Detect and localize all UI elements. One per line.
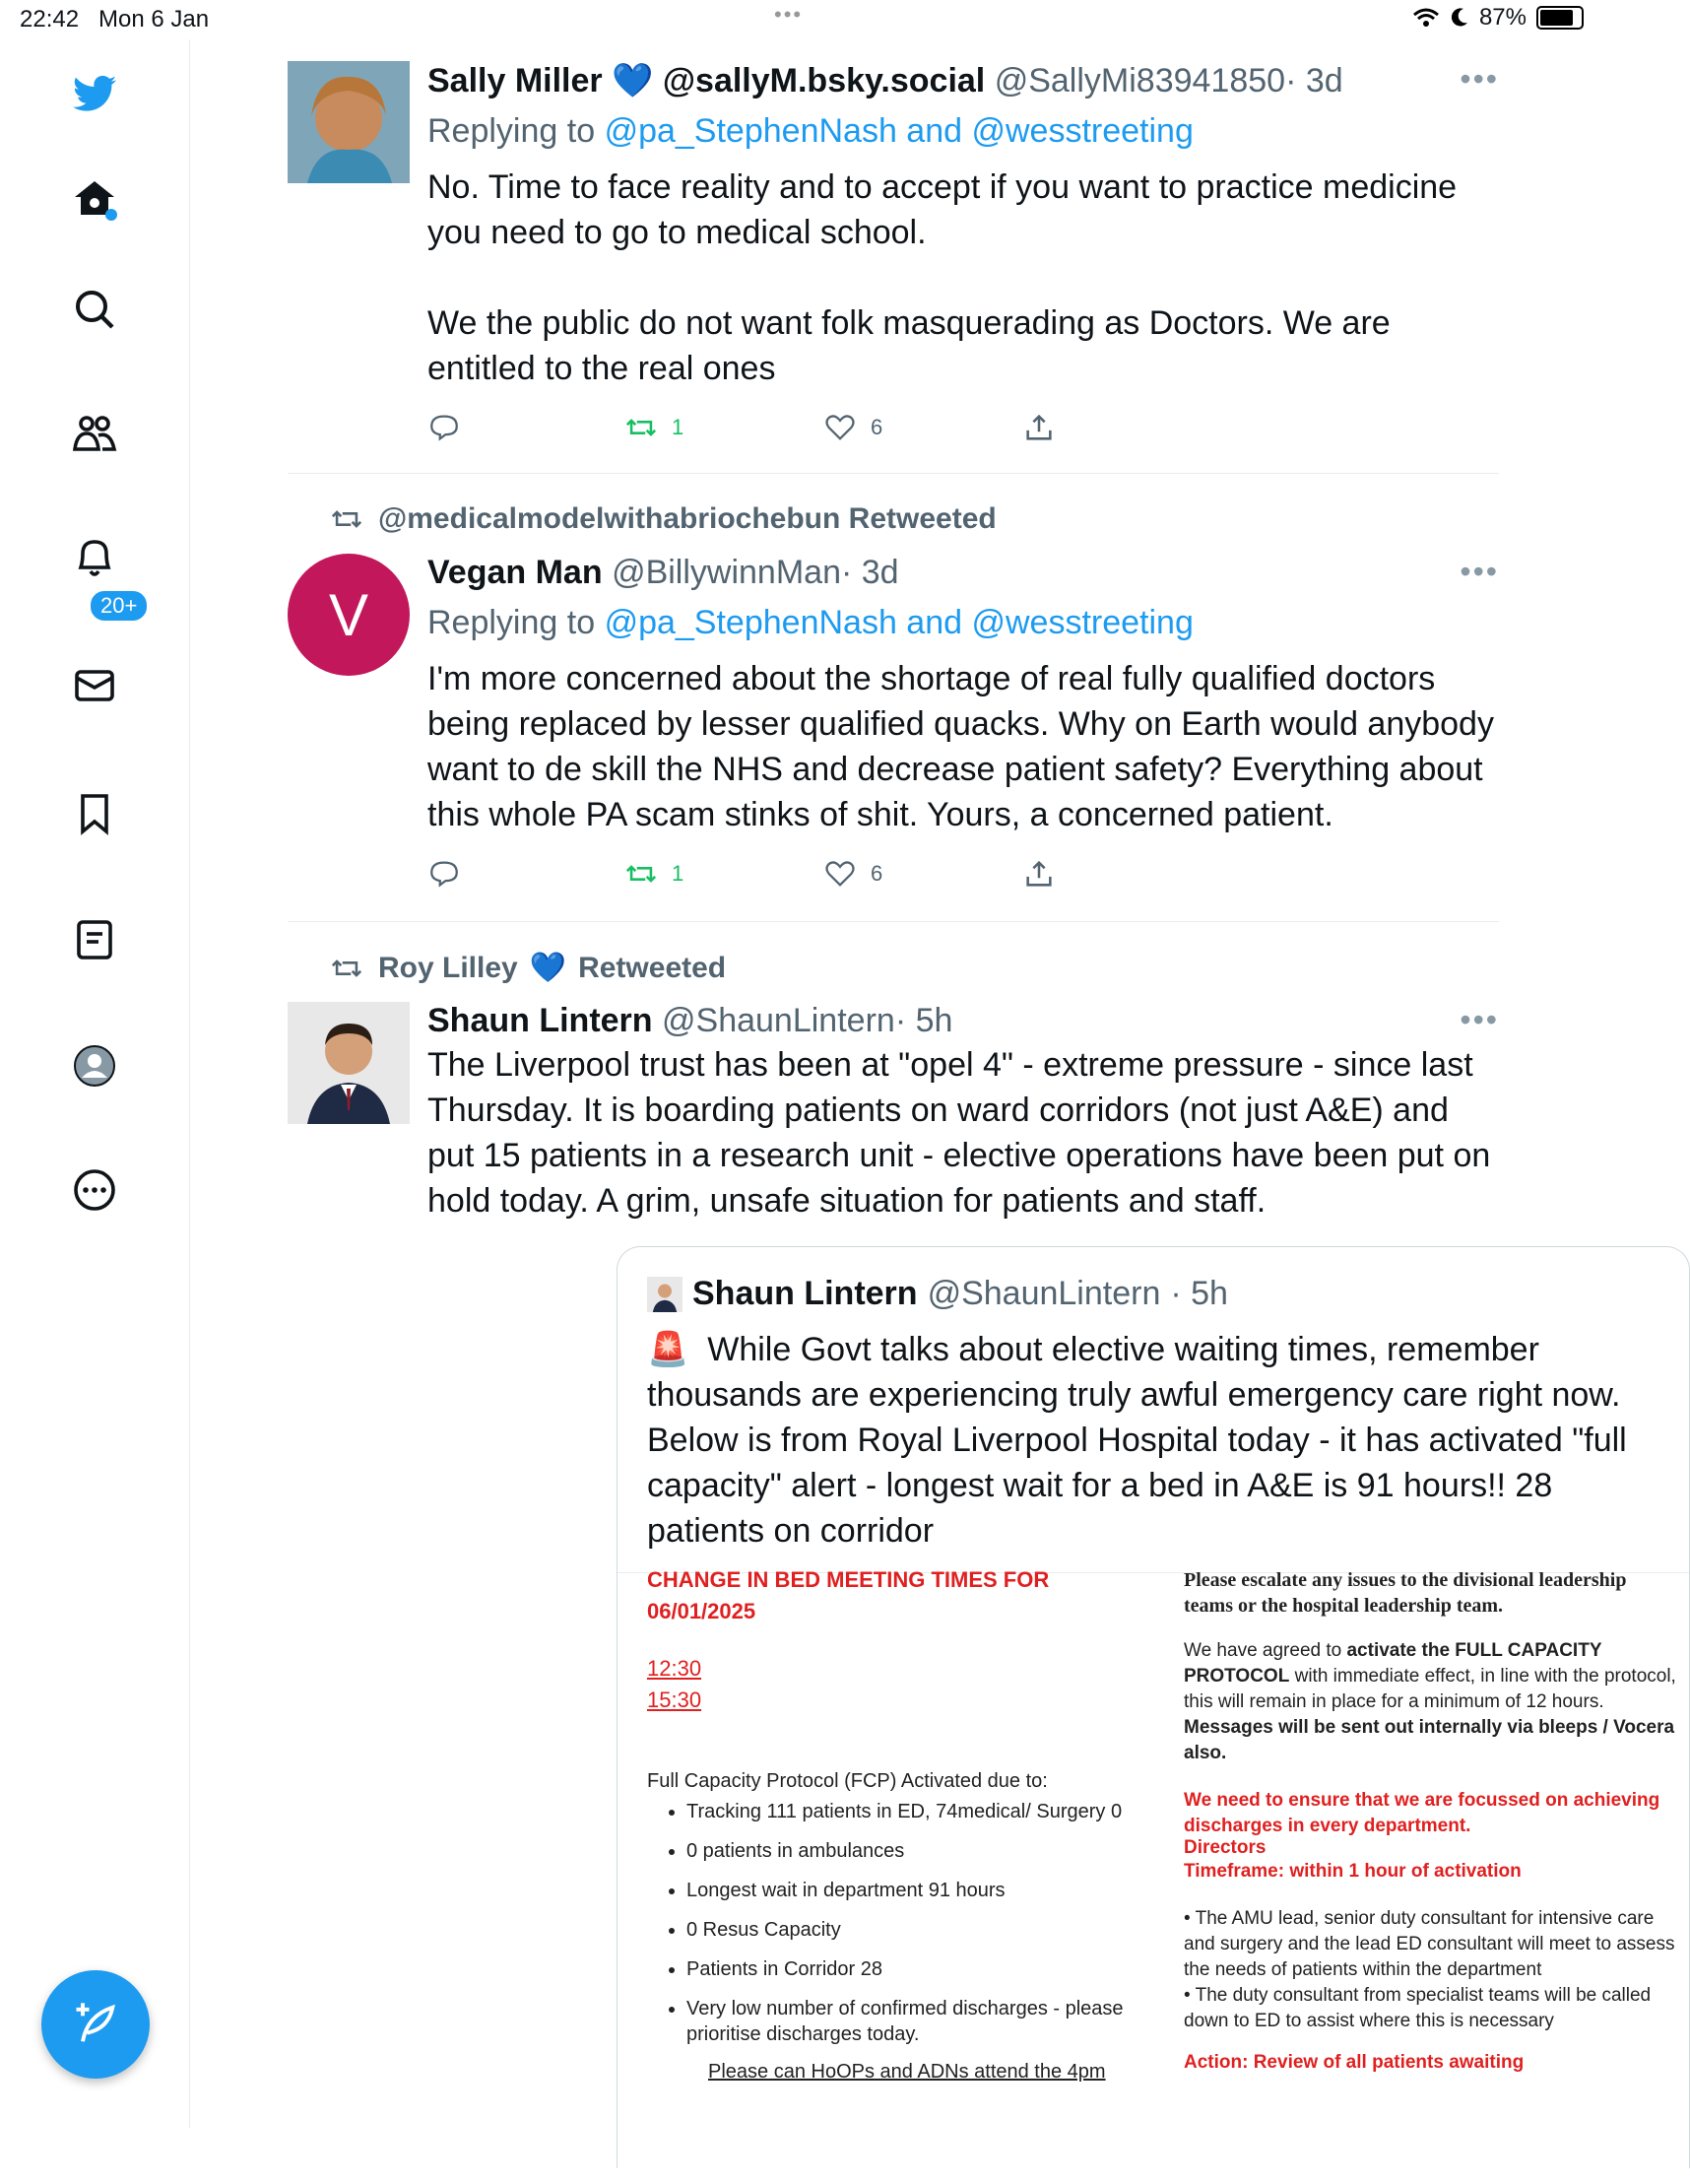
divider — [288, 921, 1499, 922]
lists-icon[interactable] — [69, 914, 120, 965]
doc-right-p1a: We have agreed to — [1184, 1640, 1347, 1661]
wifi-icon — [1412, 7, 1440, 29]
more-icon[interactable]: ••• — [1460, 61, 1499, 97]
quote-image[interactable] — [618, 1567, 1689, 2184]
messages-envelope-icon[interactable] — [69, 660, 120, 711]
status-bar — [0, 0, 1595, 39]
retweet-small-icon — [327, 502, 366, 536]
quote-handle: @ShaunLintern — [927, 1275, 1161, 1312]
doc-right-column — [1184, 1567, 1676, 2076]
doc-date: 06/01/2025 — [647, 1599, 756, 1623]
doc-bullet: • Very low number of confirmed discharges - please prioritise discharges today. — [686, 1996, 1139, 2047]
tweet[interactable] — [288, 61, 1499, 485]
status-date: Mon 6 Jan — [98, 6, 210, 33]
doc-bullet: • Tracking 111 patients in ED, 74medical/ Surgery 0 — [686, 1799, 1139, 1824]
doc-right-p1b: activate the FULL CAPACITY PROTOCOL — [1184, 1640, 1602, 1687]
communities-icon[interactable] — [69, 408, 120, 459]
tweet-text: No. Time to face reality and to accept if you want to practice medicine you need to go to medical school. — [427, 168, 1458, 251]
tweet-author-name[interactable]: Shaun Lintern — [427, 1002, 653, 1039]
reply-icon — [427, 411, 461, 444]
doc-time-2: 15:30 — [647, 1688, 702, 1712]
retweeted-by[interactable] — [327, 951, 726, 985]
quote-text: While Govt talks about elective waiting times, remember thousands are experiencing truly awful emergency care right now. Below is from Royal Liverpool Hospital today - it has activated "full capacity" alert - longest wait for a bed in A&E is 91 hours!! 28 patients on corridor — [647, 1331, 1627, 1550]
share-button[interactable] — [1022, 411, 1056, 444]
tweet-handle[interactable]: @SallyMi83941850 — [994, 62, 1286, 99]
retweet-count: 1 — [672, 861, 684, 886]
quote-avatar[interactable] — [647, 1277, 682, 1312]
tweet[interactable] — [288, 554, 1499, 958]
share-icon — [1022, 411, 1056, 444]
blue-heart-icon: 💙 — [529, 952, 567, 984]
doc-right-red: We need to ensure that we are focussed on achieving discharges in every department. — [1184, 1790, 1660, 1836]
doc-right-p1d: Messages will be sent out internally via bleeps / Vocera also. — [1184, 1717, 1675, 1763]
quote-time: · 5h — [1170, 1275, 1228, 1312]
reply-icon — [427, 857, 461, 891]
more-icon[interactable]: ••• — [1460, 554, 1499, 589]
tweet-handle[interactable]: @ShaunLintern — [662, 1002, 895, 1039]
like-button[interactable] — [823, 411, 882, 444]
doc-right-bullet: • The duty consultant from specialist teams will be called down to ED to assist where this is necessary — [1184, 1985, 1652, 2031]
tweet-author-name[interactable]: Vegan Man — [427, 554, 603, 591]
divider — [288, 473, 1499, 474]
tweet-text: We the public do not want folk masquerading as Doctors. We are entitled to the real ones — [427, 304, 1391, 387]
do-not-disturb-moon-icon — [1450, 7, 1469, 29]
tweet-time[interactable]: · 3d — [840, 554, 899, 591]
doc-right-bottom: Action: Review of all patients awaiting — [1184, 2052, 1525, 2073]
like-count: 6 — [871, 861, 883, 886]
doc-right-top: Please escalate any issues to the divisional leadership teams or the hospital leadership team. — [1184, 1569, 1627, 1617]
heart-icon — [823, 411, 857, 444]
doc-bullet: • Longest wait in department 91 hours — [686, 1878, 1139, 1903]
doc-left-footer: Please can HoOPs and ADNs attend the 4pm — [708, 2061, 1106, 2083]
home-new-dot — [105, 209, 117, 221]
more-options-circle-icon[interactable] — [69, 1164, 120, 1216]
blue-heart-icon: 💙 — [612, 62, 654, 99]
doc-bullet: • 0 Resus Capacity — [686, 1917, 1139, 1943]
doc-bullet: • 0 patients in ambulances — [686, 1838, 1139, 1864]
retweet-button[interactable] — [624, 857, 683, 891]
doc-left-column — [647, 1567, 1139, 2084]
doc-right-bullet: • The AMU lead, senior duty consultant for intensive care and surgery and the lead ED consultant will meet to assess the needs of patients within the department — [1184, 1908, 1675, 1980]
share-button[interactable] — [1022, 857, 1056, 891]
tweet-author-extra: @sallyM.bsky.social — [662, 62, 986, 99]
notifications-bell-icon[interactable] — [69, 532, 120, 583]
notifications-badge: 20+ — [89, 589, 149, 623]
doc-header: CHANGE IN BED MEETING TIMES FOR — [647, 1567, 1050, 1592]
quote-author-name: Shaun Lintern — [692, 1275, 918, 1312]
tweet-time[interactable]: · 3d — [1285, 62, 1343, 99]
reply-button[interactable] — [427, 857, 461, 891]
doc-fcp-intro: Full Capacity Protocol (FCP) Activated due to: — [647, 1770, 1048, 1792]
retweet-icon — [624, 411, 658, 444]
avatar[interactable] — [288, 554, 410, 676]
retweet-icon — [624, 857, 658, 891]
twitter-logo-icon[interactable] — [69, 69, 120, 120]
share-icon — [1022, 857, 1056, 891]
like-button[interactable] — [823, 857, 882, 891]
retweet-button[interactable] — [624, 411, 683, 444]
compose-tweet-button[interactable] — [41, 1970, 150, 2079]
avatar[interactable] — [288, 61, 410, 183]
doc-bullets — [647, 1799, 1139, 2047]
compose-feather-icon — [70, 1999, 121, 2050]
like-count: 6 — [871, 415, 883, 439]
tweet-text: The Liverpool trust has been at "opel 4" - extreme pressure - since last Thursday. It is boarding patients on ward corridors (not just A&E) and put 15 patients in a research unit - elective operations have been put on hold today. A grim, unsafe situation for patients and staff. — [427, 1046, 1491, 1220]
tweet-text: I'm more concerned about the shortage of real fully qualified doctors being replaced by lesser qualified quacks. Why on Earth would anybody want to de skill the NHS and decrease patient safety? Everything about this whole PA scam stinks of shit. Yours, a concerned patient. — [427, 660, 1494, 833]
tweet-handle[interactable]: @BillywinnMan — [612, 554, 841, 591]
doc-right-cut: Directors — [1184, 1837, 1267, 1858]
quoted-tweet[interactable] — [617, 1246, 1690, 2168]
siren-emoji-icon: 🚨 — [647, 1331, 689, 1368]
replying-to-link[interactable]: @pa_StephenNash and @wesstreeting — [604, 112, 1194, 150]
battery-percent: 87% — [1478, 4, 1527, 31]
more-icon[interactable]: ••• — [1460, 1002, 1499, 1037]
retweet-count: 1 — [672, 415, 684, 439]
sidebar — [0, 39, 190, 2128]
replying-label: Replying to — [427, 604, 596, 641]
tweet-time[interactable]: · 5h — [894, 1002, 953, 1039]
doc-timeframe: Timeframe: within 1 hour of activation — [1184, 1861, 1522, 1882]
search-icon[interactable] — [69, 284, 120, 335]
replying-to-link[interactable]: @pa_StephenNash and @wesstreeting — [604, 604, 1194, 641]
tweet-author-name[interactable]: Sally Miller — [427, 62, 603, 99]
status-time: 22:42 — [20, 6, 80, 33]
multitasking-dots-icon[interactable]: ••• — [774, 2, 804, 27]
retweeted-suffix: Retweeted — [578, 951, 727, 984]
retweeted-by-text: @medicalmodelwithabriochebun Retweeted — [378, 502, 997, 535]
profile-avatar-icon[interactable] — [69, 1040, 120, 1092]
replying-label: Replying to — [427, 112, 596, 150]
doc-bullet: • Patients in Corridor 28 — [686, 1956, 1139, 1982]
heart-icon — [823, 857, 857, 891]
avatar-letter: V — [328, 581, 369, 648]
retweet-small-icon — [327, 952, 366, 985]
battery-icon — [1536, 6, 1584, 30]
avatar[interactable] — [288, 1002, 410, 1124]
reply-button[interactable] — [427, 411, 461, 444]
retweeted-by[interactable] — [327, 502, 997, 536]
doc-time-1: 12:30 — [647, 1656, 702, 1681]
doc-right-p1c: with immediate effect, in line with the protocol, this will remain in place for a minimum of 12 hours. — [1184, 1666, 1676, 1712]
retweeted-by-name: Roy Lilley — [378, 951, 518, 984]
bookmark-icon[interactable] — [69, 788, 120, 839]
